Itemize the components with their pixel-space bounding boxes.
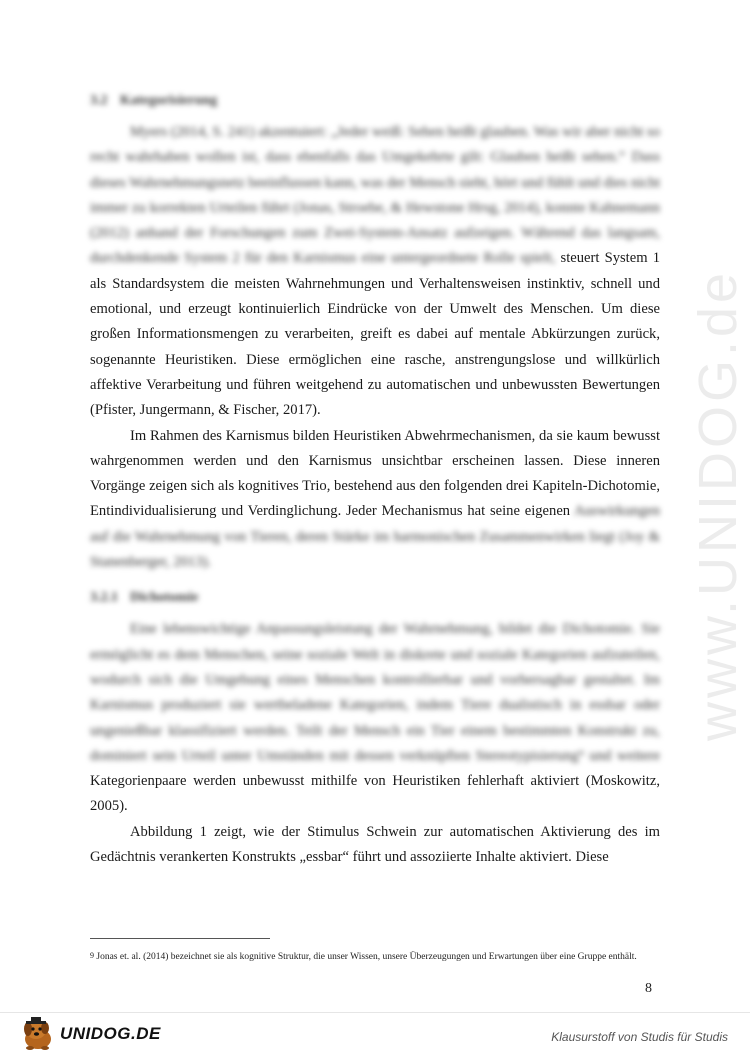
paragraph-karnismus [90, 424, 660, 576]
dog-mascot-icon [18, 1017, 58, 1051]
section-heading-3-2-1 [90, 585, 660, 611]
blurred-text: Myers (2014, S. 241) akzentuiert: „Jeder weiß: Sehen heißt glauben. Was wir aber nicht so recht wahrhaben wollen ist, dass ebenfalls das Umgekehrte gilt: Glauben heißt sehen.“ Dass dieses Wahrnehmungsnetz beeinflussen kann, was der Mensch sieht, hört und fühlt und dies nicht immer zu korrekten Urteilen führt (Jonas, Stroebe, & Hewstone Hrsg, 2014), konnte Kahnemann (2012) anhand der Forschungen zum Zwei-System-Ansatz aufzeigen. Während das langsam, durchdenkende System 2 für den Karnismus eine untergeordnete Rolle spielt, [90, 124, 660, 267]
footnote [90, 950, 660, 964]
unidog-logo[interactable] [18, 1017, 161, 1051]
section-gap [90, 575, 660, 585]
paragraph-dichotomie [90, 617, 660, 819]
section-number: 3.2 [90, 93, 108, 108]
footer-tagline: Klausurstoff von Studis für Studis [551, 1030, 728, 1044]
section-heading-3-2 [90, 88, 660, 114]
watermark [668, 268, 750, 741]
visible-text: Kategorienpaare werden unbewusst mithilfe von Heuristiken fehlerhaft aktiviert (Moskowitz, 2005). [90, 773, 660, 815]
paragraph-abbildung-1 [90, 820, 660, 871]
footer-divider [0, 1012, 750, 1013]
footnote-text: Jonas et. al. (2014) bezeichnet sie als kognitive Struktur, die unser Wissen, unsere Überzeugungen und Erwartungen über eine Gruppe enthält. [96, 952, 637, 962]
footnote-divider [90, 938, 270, 939]
section-title: Kategorisierung [120, 93, 218, 108]
visible-text: Im Rahmen des Karnismus bilden Heuristiken Abwehrmechanismen, da sie kaum bewusst wahrgenommen werden und den Karnismus unsichtbar erscheinen lassen. Diese inneren Vorgänge zeigen sich als kognitives Trio, bestehend aus den folgenden drei Kapiteln-Dichotomie, Entindividualisierung und Verdinglichung. Jeder Mechanismus hat seine eigenen [90, 427, 660, 520]
brand-name: UNIDOG.DE [60, 1024, 161, 1043]
page-body [90, 88, 660, 870]
footnote-marker: 9 [90, 951, 94, 960]
visible-text: steuert System 1 als Standardsystem die meisten Wahrnehmungen und Verhaltensweisen instinktiv, schnell und emotional, und erzeugt kontinuierlich Eindrücke von der Umwelt des Menschen. Um diese großen Informationsmengen zu verarbeiten, greift es dabei auf mentale Abkürzungen zurück, sogenannte Heuristiken. Diese ermöglichen eine rasche, anstrengungslose und willkürlich affektive Verarbeitung und führen weitgehend zu automatischen und unbewussten Bewertungen (Pfister, Jungermann, & Fischer, 2017). [90, 250, 660, 419]
section-title: Dichotomie [130, 590, 199, 606]
visible-text: Abbildung 1 zeigt, wie der Stimulus Schwein zur automatischen Aktivierung des im Gedächtnis verankerten Konstrukts „essbar“ führt und assoziierte Inhalte aktiviert. Diese [90, 823, 660, 866]
paragraph-system-1 [90, 120, 660, 424]
page-number: 8 [645, 981, 652, 996]
watermark-text: www.UNIDOG.de [688, 268, 748, 741]
section-number: 3.2.1 [90, 590, 118, 606]
blurred-text: Eine lebenswichtige Anpassungsleistung der Wahrnehmung, bildet die Dichotomie. Sie ermöglicht es dem Menschen, seine soziale Welt in diskrete und soziale Kategorien aufzuteilen, wodurch sich die Umgebung eines Menschen kontrollierbar und vorhersagbar gestaltet. Im Karnismus produziert sie wertbeladene Kategorien, indem Tiere dualistisch in essbar oder ungenießbar klassifiziert werden. Teilt der Mensch ein Tier einem bestimmten Konstrukt zu, dominiert sein Urteil unter Umständen mit dessen verknüpften Stereotypisierung⁹ und weitere [90, 621, 660, 764]
blurred-text: Auswirkungen auf die Wahrnehmung von Tieren, deren Stärke im harmonischen Zusammenwirken liegt (Joy & Stanenberger, 2013). [90, 503, 661, 571]
